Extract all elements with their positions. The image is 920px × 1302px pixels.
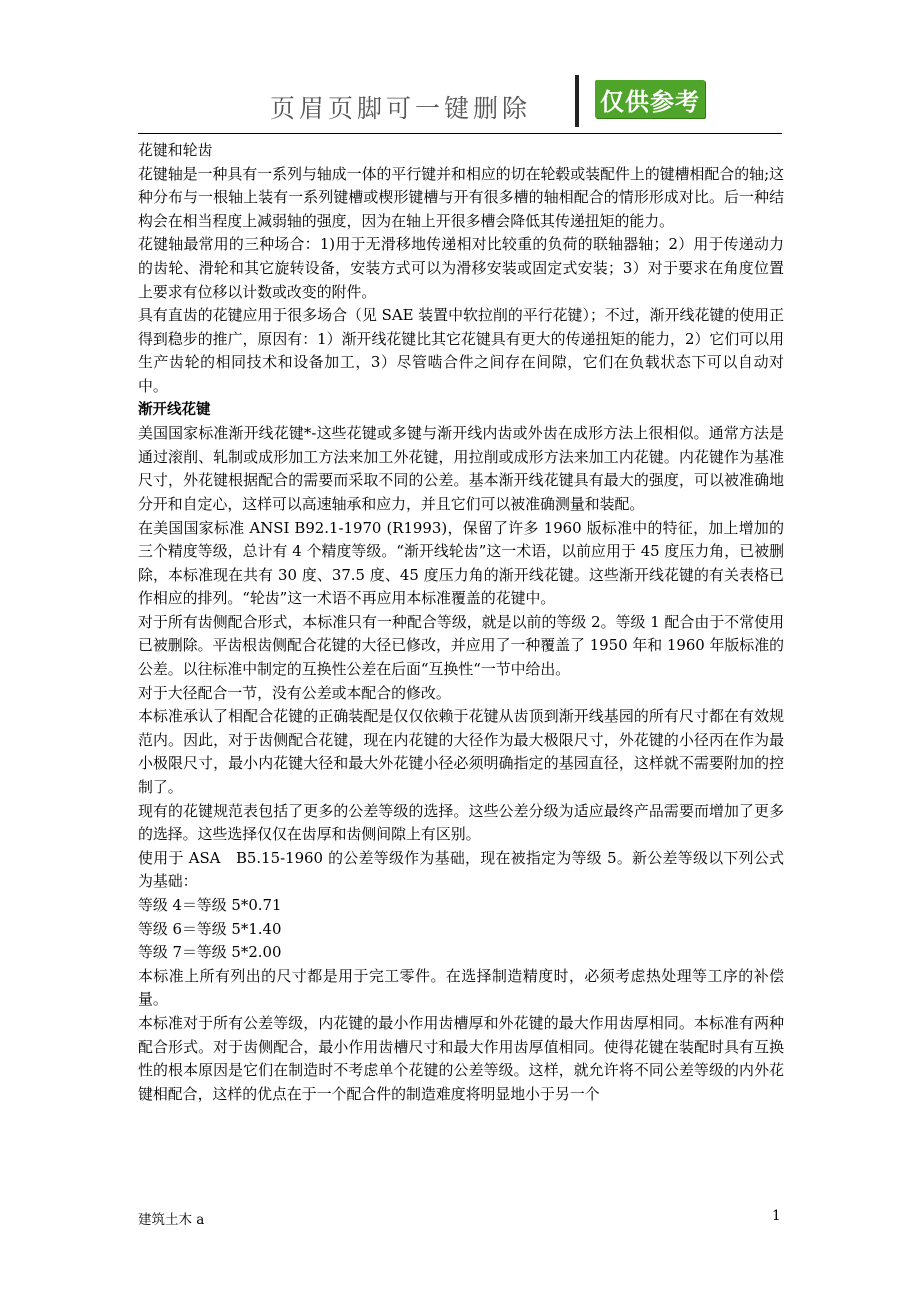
paragraph: 美国国家标准渐开线花键*-这些花键或多键与渐开线内齿或外齿在成形方法上很相似。通常方法是通过滚削、轧制或成形加工方法来加工外花键，用拉削或成形方法来加工内花键。内花键作为基准尺寸，外花键根据配合的需要而采取不同的公差。基本渐开线花键具有最大的强度，可以被准确地分开和自定心，这样可以高速轴承和应力，并且它们可以被准确测量和装配。 [138,424,784,513]
paragraph: 花键轴最常用的三种场合：1)用于无滑移地传递相对比较重的负荷的联轴器轴；2）用于传递动力的齿轮、滑轮和其它旋转设备，安装方式可以为滑移安装或固定式安装；3）对于要求在角度位置上要求有位移以计数或改变的附件。 [138,235,784,301]
page-header [138,75,782,133]
section-heading: 渐开线花键 [138,401,211,418]
paragraph: 花键轴是一种具有一系列与轴成一体的平行键并和相应的切在轮毂或装配件上的键槽相配合的轴;这种分布与一根轴上装有一系列键槽或楔形键槽与开有很多槽的轴相配合的情形形成对比。后一种结构会在相当程度上减弱轴的强度，因为在轴上开很多槽会降低其传递扭矩的能力。 [138,164,784,230]
paragraph: 使用于 ASA B5.15-1960 的公差等级作为基础，现在被指定为等级 5。新公差等级以下列公式为基础： [138,848,784,891]
reference-badge: 仅供参考 [595,80,705,118]
paragraph: 现有的花键规范表包括了更多的公差等级的选择。这些公差分级为适应最终产品需要而增加了更多的选择。这些选择仅仅在齿厚和齿侧间隙上有区别。 [138,801,784,844]
header-rule [138,133,782,134]
formula-line: 等级 4＝等级 5*0.71 [138,896,282,914]
paragraph: 本标准对于所有公差等级，内花键的最小作用齿槽厚和外花键的最大作用齿厚相同。本标准有两种配合形式。对于齿侧配合，最小作用齿槽尺寸和最大作用齿厚值相同。使得花键在装配时具有互换性的根本原因是它们在制造时不考虑单个花键的公差等级。这样，就允许将不同公差等级的内外花键相配合，这样的优点在于一个配合件的制造难度将明显地小于另一个 [138,1013,784,1103]
formula-line: 等级 6＝等级 5*1.40 [138,919,282,938]
paragraph: 在美国国家标准 ANSI B92.1-1970 (R1993)，保留了许多 1960 版标准中的特征，加上增加的三个精度等级，总计有 4 个精度等级。“渐开线轮齿”这一术语，以前应用于 45 度压力角，已被删除，本标准现在共有 30 度、37.5 度、45 度压力角的渐开线花键。这些渐开线花键的有关表格已作相应的排列。“轮齿”这一术语不再应用本标准覆盖的花键中。 [138,518,784,608]
paragraph: 对于大径配合一节，没有公差或本配合的修改。 [138,683,451,702]
footer-text: 建筑土木 a [138,1212,205,1228]
paragraph: 本标准上所有列出的尺寸都是用于完工零件。在选择制造精度时，必须考虑热处理等工序的补偿量。 [138,966,784,1009]
header-divider [575,75,579,127]
header-title: 页眉页脚可一键删除 [270,94,532,123]
paragraph: 对于所有齿侧配合形式，本标准只有一种配合等级，就是以前的等级 2。等级 1 配合由于不常使用已被删除。平齿根齿侧配合花键的大径已修改，并应用了一种覆盖了 1950 年和 1960 年版标准的公差。以往标准中制定的互换性公差在后面“互换性“一节中给出。 [138,612,784,679]
document-title: 花键和轮齿 [138,141,213,159]
formula-line: 等级 7＝等级 5*2.00 [138,943,282,962]
paragraph: 本标准承认了相配合花键的正确装配是仅仅依赖于花键从齿顶到渐开线基园的所有尺寸都在有效规范内。因此，对于齿侧配合花键，现在内花键的大径作为最大极限尺寸，外花键的小径丙在作为最小极限尺寸，最小内花键大径和最大外花键小径必须明确指定的基园直径，这样就不需要附加的控制了。 [138,707,784,797]
page-number: 1 [772,1208,781,1224]
document-body [138,139,784,1106]
paragraph: 具有直齿的花键应用于很多场合（见 SAE 装置中软拉削的平行花键）；不过，渐开线花键的使用正得到稳步的推广，原因有：1）渐开线花键比其它花键具有更大的传递扭矩的能力，2）它们可以用生产齿轮的相同技术和设备加工，3）尽管啮合件之间存在间隙，它们在负载状态下可以自动对中。 [138,306,784,395]
